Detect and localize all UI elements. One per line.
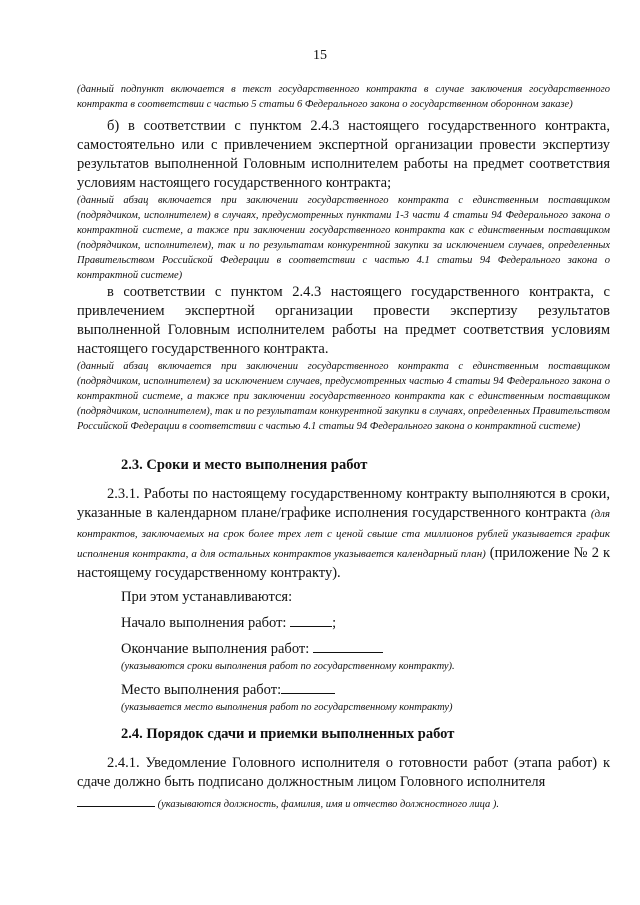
official-blank[interactable] (77, 792, 155, 807)
start-date-semicolon: ; (332, 615, 337, 631)
note-place: (указывается место выполнения работ по государственному контракту) (121, 702, 453, 713)
paragraph-2-3-1-tail: (приложение № 2 к настоящему государственному контракту). (77, 545, 610, 581)
section-heading-2-4: 2.4. Порядок сдачи и приемки выполненных работ (121, 726, 455, 742)
note-terms: (указываются сроки выполнения работ по государственному контракту). (121, 661, 455, 672)
paragraph-2-3-1 (77, 485, 610, 583)
paragraph-expertise: в соответствии с пунктом 2.4.3 настоящего государственного контракта, с привлечением экспертной организации провести экспертизу результатов выполненной Головным исполнителем работы на предмет соответствия условиям настоящего государственного контракта. (77, 284, 610, 357)
paragraph-2-3-1-note: (для контрактов, заключаемых на срок более трех лет с ценой свыше ста миллионов рублей указывается график исполнения контракта, а для остальных контрактов указывается календарный план) (77, 508, 610, 560)
established-label: При этом устанавливаются: (121, 589, 293, 605)
end-date-line (77, 638, 610, 659)
start-date-label: Начало выполнения работ: (121, 615, 291, 631)
end-date-blank[interactable] (313, 638, 383, 653)
note-official-line (77, 792, 610, 812)
end-date-label: Окончание выполнения работ: (121, 641, 313, 657)
page-number: 15 (313, 48, 327, 63)
note-official: (указываются должность, фамилия, имя и отчество должностного лица ). (155, 799, 499, 810)
paragraph-b: б) в соответствии с пунктом 2.4.3 настоящего государственного контракта, самостоятельно или с привлечением экспертной организации провести экспертизу результатов выполненной Головным исполнителем работы на предмет соответствия условиям настоящего государственного контракта; (77, 118, 610, 191)
place-label: Место выполнения работ: (121, 682, 282, 698)
page-content (77, 82, 610, 812)
section-heading-2-3: 2.3. Сроки и место выполнения работ (121, 457, 368, 473)
place-blank[interactable] (281, 679, 335, 694)
paragraph-2-4-1: 2.4.1. Уведомление Головного исполнителя о готовности работ (этапа работ) к сдаче должно быть подписано должностным лицом Головного исполнителя (77, 755, 610, 790)
note-paragraph-1: (данный абзац включается при заключении государственного контракта с единственным поставщиком (подрядчиком, исполнителем) в случаях, предусмотренных пунктами 1-3 части 4 статьи 94 Федерального закона о контрактной системе, а также при заключении государственного контракта как с единственным поставщиком (подрядчиком, исполнителем), так и по результатам конкурентной закупки за исключением случаев, определенных Правительством Российской Федерации в соответствии с частью 4.1 статьи 94 Федерального закона о контрактной системе) (77, 195, 610, 281)
place-line (77, 679, 610, 700)
start-date-blank[interactable] (290, 612, 332, 627)
paragraph-2-3-1-text: 2.3.1. Работы по настоящему государственному контракту выполняются в сроки, указанные в календарном плане/графике исполнения государственного контракта (77, 486, 610, 521)
note-paragraph-2: (данный абзац включается при заключении государственного контракта с единственным поставщиком (подрядчиком, исполнителем) за исключением случаев, предусмотренных частью 4 статьи 94 Федерального закона о контрактной системе, а также при заключении государственного контракта как с единственным поставщиком (подрядчиком, исполнителем), так и по результатам конкурентной закупки в случаях, определенных Правительством Российской Федерации в соответствии с частью 4.1 статьи 94 Федерального закона о контрактной системе) (77, 361, 610, 432)
start-date-line (77, 612, 610, 633)
note-subclause: (данный подпункт включается в текст государственного контракта в случае заключения государственного контракта в соответствии с частью 5 статьи 6 Федерального закона о государственном оборонном заказе) (77, 84, 610, 110)
